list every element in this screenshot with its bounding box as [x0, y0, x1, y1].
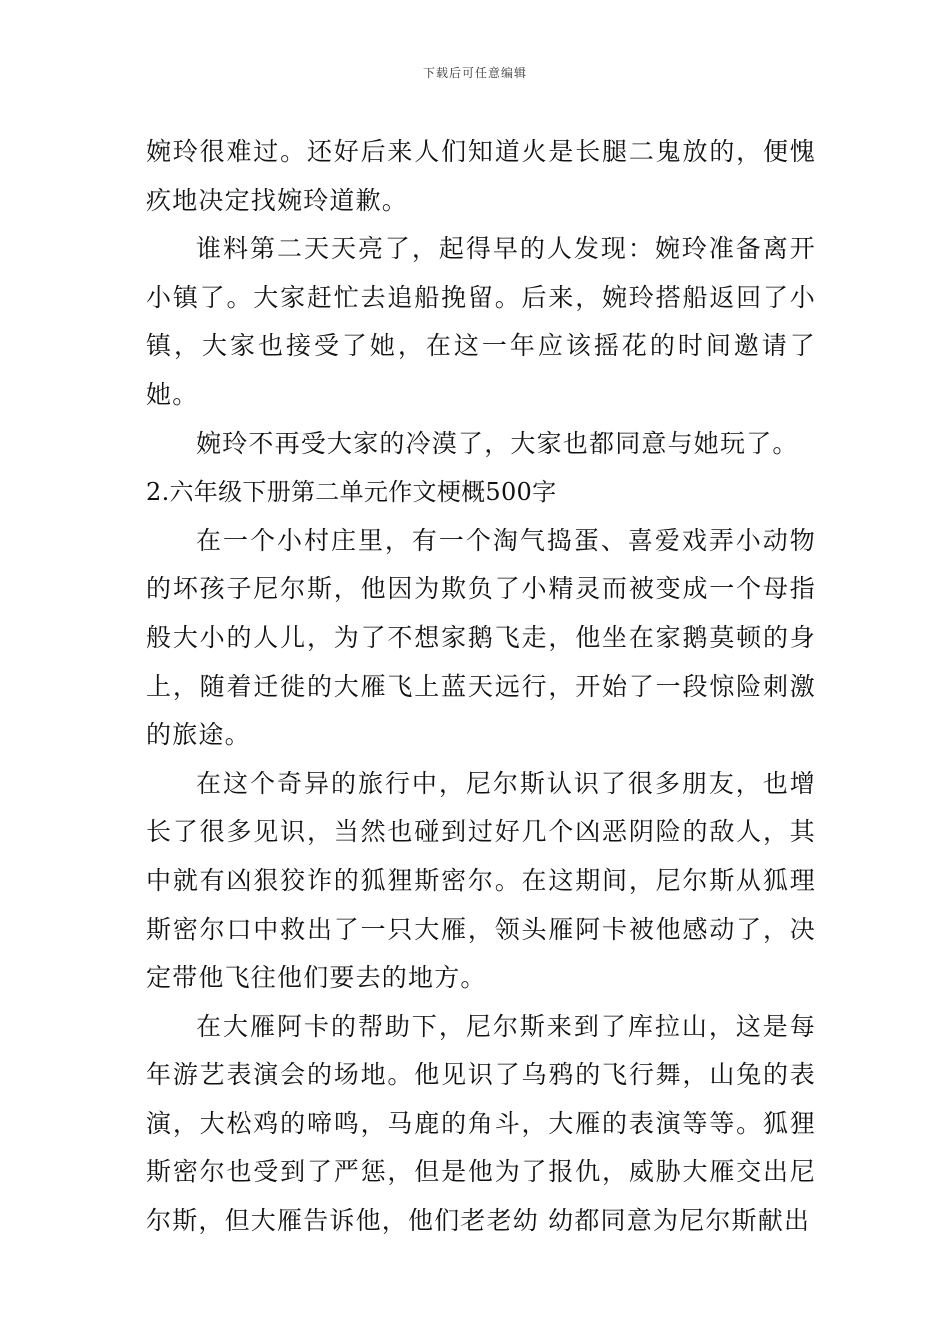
section-heading: 2.六年级下册第二单元作文梗概500字	[146, 478, 557, 507]
paragraph-5: 在这个奇异的旅行中，尼尔斯认识了很多朋友，也增长了很多见识，当然也碰到过好几个凶恶阴险的敌人，其中就有凶狠狡诈的狐狸斯密尔。在这期间，尼尔斯从狐理斯密尔口中救出了一只大雁，领头雁阿卡被他感动了，决定带他飞往他们要去的地方。	[146, 768, 816, 993]
paragraph-4: 在一个小村庄里，有一个淘气捣蛋、喜爱戏弄小动物的坏孩子尼尔斯，他因为欺负了小精灵而被变成一个母指般大小的人儿，为了不想家鹅飞走，他坐在家鹅莫顿的身上，随着迁徙的大雁飞上蓝天远行，开始了一段惊险刺激的旅途。	[146, 525, 816, 750]
paragraph-1: 婉玲很难过。还好后来人们知道火是长腿二鬼放的，便愧疚地决定找婉玲道歉。	[146, 137, 816, 215]
page-header-note: 下载后可任意编辑	[422, 66, 527, 80]
paragraph-6: 在大雁阿卡的帮助下，尼尔斯来到了库拉山，这是每年游艺表演会的场地。他见识了乌鸦的飞行舞，山兔的表演，大松鸡的啼鸣，马鹿的角斗，大雁的表演等等。狐狸斯密尔也受到了严惩，但是他为了报仇，威胁大雁交出尼尔斯，但大雁告诉他，他们老老幼 幼都同意为尼尔斯献出	[146, 1011, 816, 1236]
document-body	[146, 128, 816, 1246]
paragraph-2: 谁料第二天天亮了，起得早的人发现：婉玲准备离开小镇了。大家赶忙去追船挽留。后来，婉玲搭船返回了小镇，大家也接受了她，在这一年应该摇花的时间邀请了她。	[146, 234, 816, 409]
paragraph-3: 婉玲不再受大家的冷漠了，大家也都同意与她玩了。	[196, 428, 799, 458]
